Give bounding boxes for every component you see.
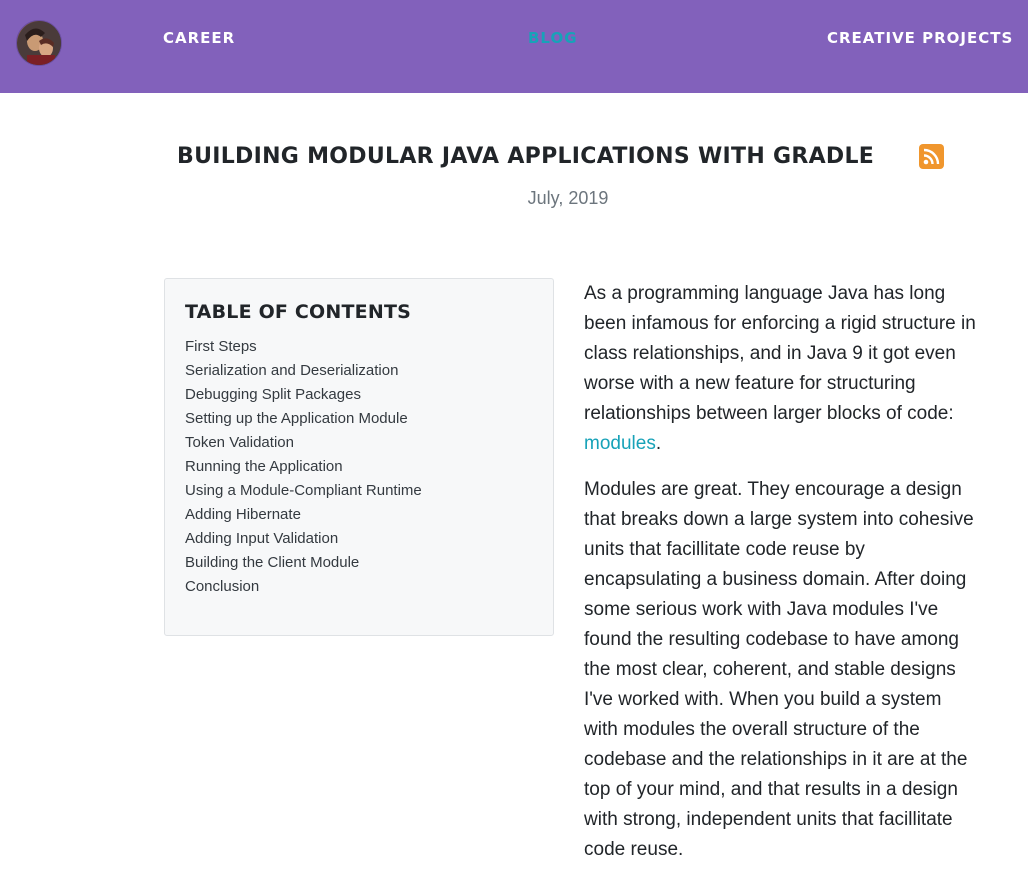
paragraph-modules: Modules are great. They encourage a design that breaks down a large system into cohesive units that facillitate code reuse by encapsulating a business domain. After doing some serious work with Java modules I've found the resulting codebase to have among the most clear, coherent, and stable designs I've worked with. When you build a system with modules the overall structure of the codebase and the relationships in it are at the top of your mind, and that results in a design with strong, independent units that facillitate code reuse.: [584, 479, 974, 860]
toc-item-module-compliant-runtime[interactable]: Using a Module-Compliant Runtime: [185, 482, 422, 499]
toc-list: [185, 335, 533, 599]
toc-item-running-application[interactable]: Running the Application: [185, 458, 343, 475]
avatar-photo-icon: [17, 21, 62, 66]
modules-link[interactable]: modules: [584, 433, 656, 454]
avatar[interactable]: [16, 20, 62, 66]
toc-title: TABLE OF CONTENTS: [185, 301, 412, 323]
nav-creative-projects-link[interactable]: CREATIVE PROJECTS: [827, 29, 1014, 47]
nav-career-link[interactable]: CAREER: [163, 29, 236, 47]
rss-icon: [919, 144, 944, 169]
toc-item-first-steps[interactable]: First Steps: [185, 338, 257, 355]
toc-item-client-module[interactable]: Building the Client Module: [185, 554, 360, 571]
toc-item-serialization[interactable]: Serialization and Deserialization: [185, 362, 399, 379]
paragraph-intro-text: As a programming language Java has long been infamous for enforcing a rigid structure in class relationships, and in Java 9 it got even worse with a new feature for structuring relationships between larger blocks of code:: [584, 283, 976, 424]
table-of-contents: [164, 278, 554, 636]
toc-item-debugging-split-packages[interactable]: Debugging Split Packages: [185, 386, 361, 403]
post-title: BUILDING MODULAR JAVA APPLICATIONS WITH GRADLE: [177, 144, 875, 169]
toc-item-conclusion[interactable]: Conclusion: [185, 578, 260, 595]
toc-item-token-validation[interactable]: Token Validation: [185, 434, 294, 451]
nav-blog-link[interactable]: BLOG: [528, 29, 578, 47]
paragraph-intro: [584, 279, 979, 459]
toc-item-application-module[interactable]: Setting up the Application Module: [185, 410, 408, 427]
rss-feed-button[interactable]: [919, 144, 944, 169]
toc-item-adding-hibernate[interactable]: Adding Hibernate: [185, 506, 301, 523]
post-content: [584, 279, 979, 881]
paragraph-intro-end: .: [655, 433, 662, 454]
toc-item-input-validation[interactable]: Adding Input Validation: [185, 530, 339, 547]
post-date: July, 2019: [527, 188, 609, 208]
top-navbar: [0, 0, 1028, 93]
